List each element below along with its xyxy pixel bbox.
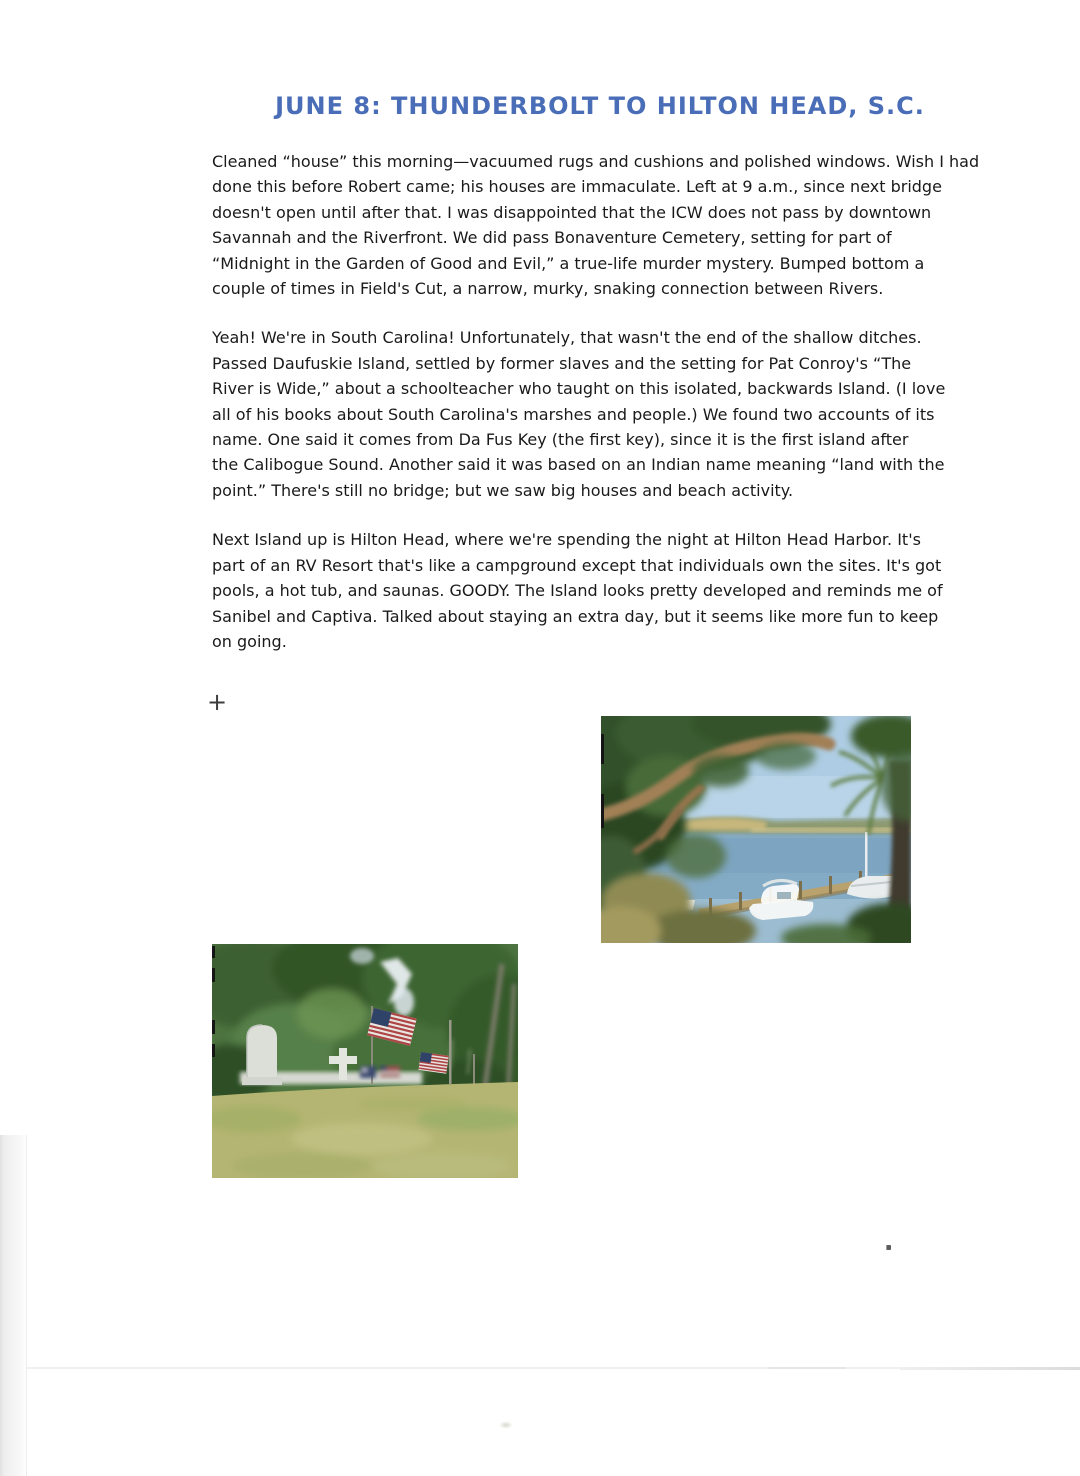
text-line: Yeah! We're in South Carolina! Unfortunately, that wasn't the end of the shallow ditches.: [212, 328, 922, 348]
text-line: couple of times in Field's Cut, a narrow, murky, snaking connection between Rivers.: [212, 279, 884, 299]
text-line: Savannah and the Riverfront. We did pass Bonaventure Cemetery, setting for part of: [212, 228, 892, 248]
scan-smudge: [499, 1421, 513, 1429]
text-line: Next Island up is Hilton Head, where we're spending the night at Hilton Head Harbor. It's: [212, 530, 921, 550]
cemetery-photo: [212, 944, 518, 1178]
scan-speck: [886, 1245, 891, 1250]
text-line: on going.: [212, 631, 287, 651]
journal-paragraph: [212, 527, 1012, 654]
text-line: point.” There's still no bridge; but we saw big houses and beach activity.: [212, 480, 794, 500]
journal-text: [212, 149, 1012, 678]
text-line: “Midnight in the Garden of Good and Evil,” a true-life murder mystery. Bumped bottom a: [212, 253, 925, 273]
text-line: pools, a hot tub, and saunas. GOODY. The Island looks pretty developed and reminds me of: [212, 581, 943, 601]
page-title: JUNE 8: THUNDERBOLT TO HILTON HEAD, S.C.: [275, 92, 925, 120]
scan-artifact-line-segment: [768, 1367, 846, 1369]
text-line: all of his books about South Carolina's marshes and people.) We found two accounts of its: [212, 404, 935, 424]
journal-paragraph: [212, 325, 1012, 503]
text-line: doesn't open until after that. I was disappointed that the ICW does not pass by downtown: [212, 202, 932, 222]
harbor-photo: [601, 716, 911, 943]
text-line: Passed Daufuskie Island, settled by former slaves and the setting for Pat Conroy's “The: [212, 353, 912, 373]
text-line: the Calibogue Sound. Another said it was based on an Indian name meaning “land with the: [212, 455, 945, 475]
plus-mark: +: [207, 688, 228, 716]
text-line: River is Wide,” about a schoolteacher who taught on this isolated, backwards Island. (I love: [212, 379, 946, 399]
scan-artifact-line-segment-right: [900, 1367, 1080, 1370]
scan-artifact-left-band: [0, 1135, 27, 1476]
text-line: part of an RV Resort that's like a campground except that individuals own the sites. It's got: [212, 555, 942, 575]
text-line: name. One said it comes from Da Fus Key (the first key), since it is the first island after: [212, 430, 909, 450]
text-line: Sanibel and Captiva. Talked about staying an extra day, but it seems like more fun to keep: [212, 606, 939, 626]
cemetery-photo-illustration: [212, 944, 518, 1178]
harbor-photo-illustration: [601, 716, 911, 943]
text-line: Cleaned “house” this morning—vacuumed rugs and cushions and polished windows. Wish I had: [212, 152, 980, 171]
text-line: done this before Robert came; his houses are immaculate. Left at 9 a.m., since next bridge: [212, 177, 942, 197]
journal-paragraph: [212, 149, 1012, 301]
